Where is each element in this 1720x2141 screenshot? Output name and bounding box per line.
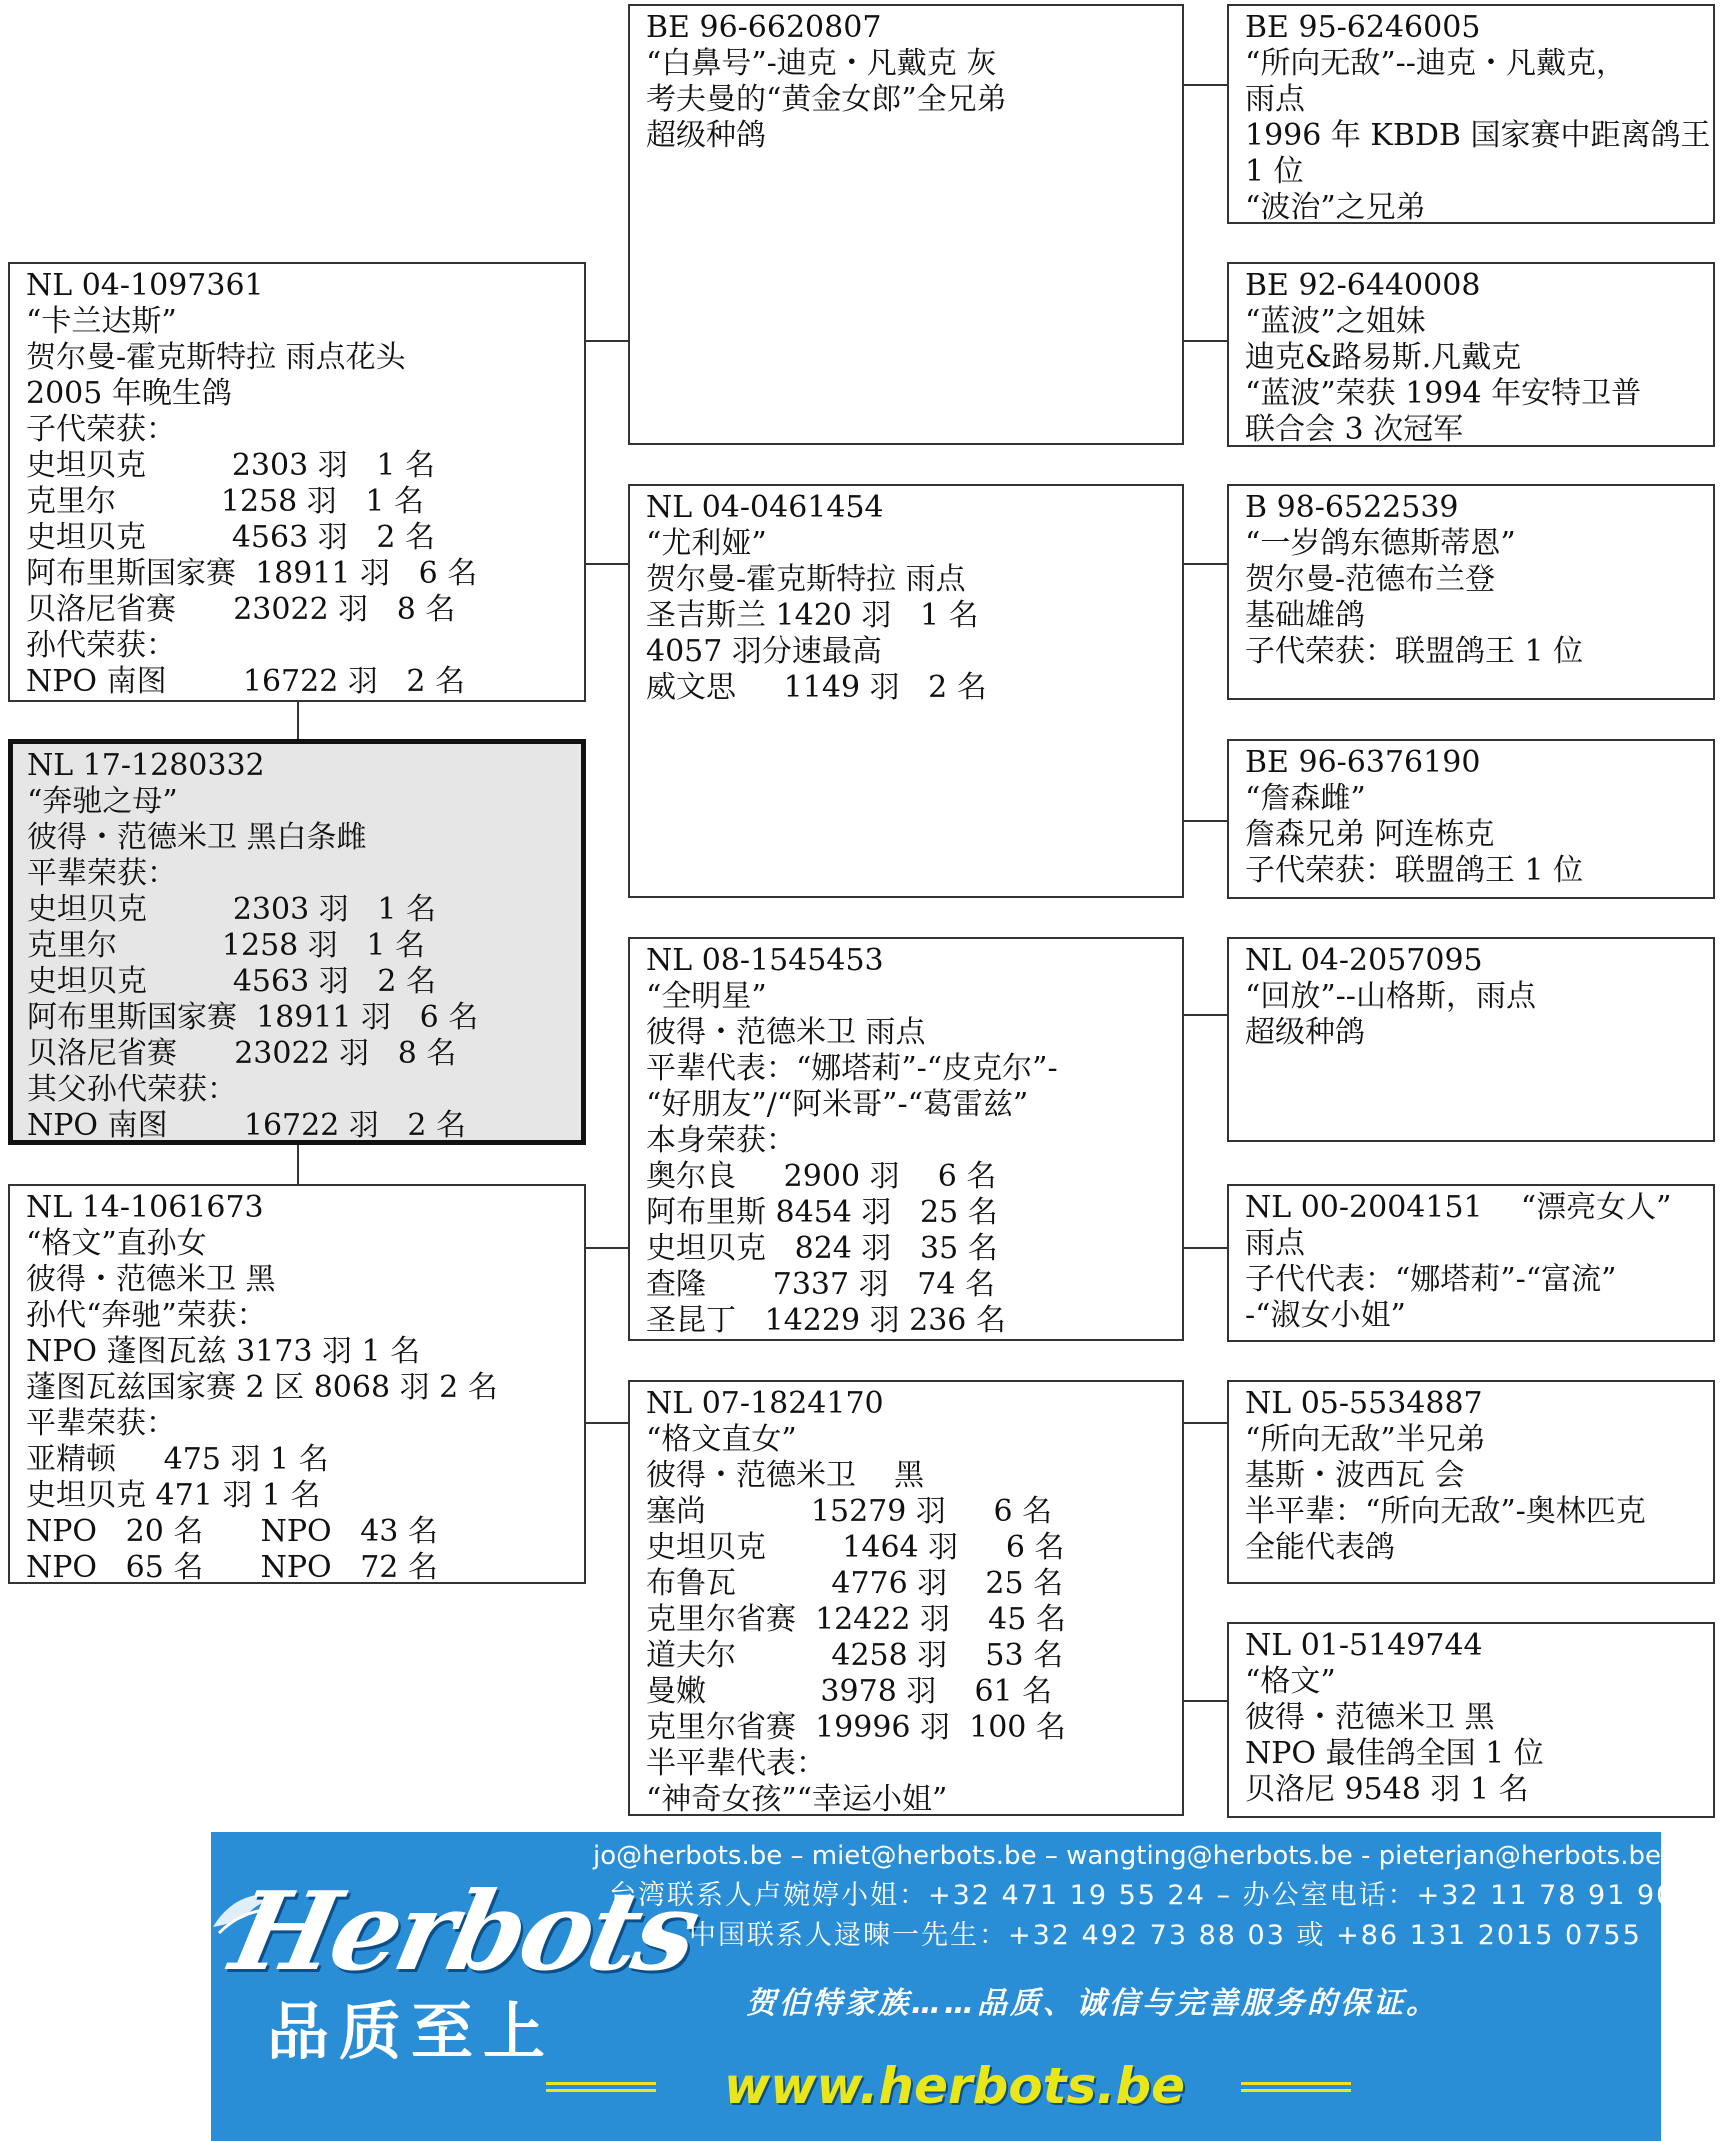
pedigree-line: NPO 65 名 NPO 72 名 [26, 1550, 438, 1584]
pedigree-line: 基斯・波西瓦 会 [1245, 1458, 1465, 1493]
website-link[interactable]: www.herbots.be [724, 2057, 1186, 2115]
pedigree-line: 平辈代表：“娜塔莉”-“皮克尔”- [646, 1051, 1058, 1086]
pedigree-line: 阿布里斯 8454 羽 25 名 [646, 1195, 998, 1230]
pedigree-line: 史坦贝克 2303 羽 1 名 [26, 448, 435, 483]
great-grandparent-card-4 [1227, 739, 1715, 899]
pedigree-line: 威文思 1149 羽 2 名 [646, 670, 987, 705]
pedigree-line: “格文直女” [646, 1422, 797, 1457]
pedigree-line: 史坦贝克 1464 羽 6 名 [646, 1530, 1065, 1565]
subject-card [8, 739, 586, 1145]
pedigree-line: 平辈荣获： [26, 1406, 176, 1441]
ring-number: NL 05-5534887 [1245, 1386, 1483, 1421]
ring-number: BE 96-6620807 [646, 10, 882, 45]
great-grandparent-card-1 [1227, 4, 1715, 224]
ring-number: NL 04-2057095 [1245, 943, 1483, 978]
great-grandparent-card-2 [1227, 262, 1715, 447]
pedigree-line: 子代荣获：联盟鸽王 1 位 [1245, 853, 1584, 888]
pedigree-line: 彼得・范德米卫 黑 [646, 1458, 925, 1493]
pedigree-line: 4057 羽分速最高 [646, 634, 882, 669]
ring-number: BE 92-6440008 [1245, 268, 1481, 303]
maternal-grandsire-card [628, 937, 1184, 1341]
pedigree-line: “奔驰之母” [27, 784, 178, 819]
pedigree-line: NPO 南图 16722 羽 2 名 [27, 1108, 467, 1143]
pedigree-line: 克里尔 1258 羽 1 名 [26, 484, 425, 519]
great-grandparent-card-6 [1227, 1184, 1715, 1342]
pedigree-line: 雨点 [1245, 1226, 1305, 1261]
pedigree-line: 奥尔良 2900 羽 6 名 [646, 1159, 997, 1194]
connector [585, 1422, 629, 1424]
connector [1183, 1247, 1227, 1249]
pedigree-line: 其父孙代荣获： [27, 1072, 237, 1107]
pedigree-line: 阿布里斯国家赛 18911 羽 6 名 [26, 556, 478, 591]
connector [1183, 84, 1227, 86]
dam-card [8, 1184, 586, 1584]
pedigree-line: “詹森雌” [1245, 781, 1366, 816]
connector [1183, 1422, 1227, 1424]
pedigree-line: 联合会 3 次冠军 [1245, 412, 1464, 447]
pedigree-line: 考夫曼的“黄金女郎”全兄弟 [646, 82, 1007, 117]
connector [297, 1144, 299, 1186]
great-grandparent-card-8 [1227, 1622, 1715, 1818]
pedigree-line: 圣吉斯兰 1420 羽 1 名 [646, 598, 979, 633]
connector [585, 340, 629, 342]
pedigree-line: 1 位 [1245, 154, 1304, 189]
connector [1183, 340, 1227, 342]
ring-number: NL 07-1824170 [646, 1386, 884, 1421]
pedigree-line: 1996 年 KBDB 国家赛中距离鸽王 [1245, 118, 1711, 153]
pedigree-line: 基础雄鸽 [1245, 598, 1365, 633]
pedigree-line: NPO 最佳鸽全国 1 位 [1245, 1736, 1544, 1771]
footer-banner [211, 1832, 1676, 2141]
pedigree-line: “尤利娅” [646, 526, 767, 561]
taiwan-contact: 台湾联系人卢婉婷小姐：+32 471 19 55 24 – 办公室电话：+32 11 78 91 90 [609, 1880, 1676, 1911]
pedigree-line: 布鲁瓦 4776 羽 25 名 [646, 1566, 1064, 1601]
pedigree-line: 蓬图瓦兹国家赛 2 区 8068 羽 2 名 [26, 1370, 498, 1405]
pedigree-line: NPO 南图 16722 羽 2 名 [26, 664, 466, 699]
great-grandparent-card-7 [1227, 1380, 1715, 1584]
decorative-divider-left [546, 2082, 656, 2092]
decorative-divider-right [1241, 2082, 1351, 2092]
pedigree-line: NPO 20 名 NPO 43 名 [26, 1514, 438, 1549]
pedigree-line: 史坦贝克 824 羽 35 名 [646, 1231, 998, 1266]
pedigree-line: 贝洛尼 9548 羽 1 名 [1245, 1772, 1529, 1807]
connector [297, 700, 299, 740]
ring-number: BE 95-6246005 [1245, 10, 1481, 45]
pedigree-line: 子代荣获： [26, 412, 176, 447]
pedigree-line: 半平辈代表： [646, 1746, 826, 1781]
pedigree-line: 彼得・范德米卫 雨点 [646, 1015, 926, 1050]
contact-emails[interactable]: jo@herbots.be – miet@herbots.be – wangting@herbots.be - pieterjan@herbots.be [593, 1841, 1661, 1871]
brand-logo: Herbots [221, 1869, 707, 1995]
pedigree-line: “所向无敌”--迪克・凡戴克， [1245, 46, 1626, 81]
pedigree-line: 超级种鸽 [1245, 1015, 1365, 1050]
ring-number: NL 00-2004151 “漂亮女人” [1245, 1190, 1672, 1225]
connector [585, 1247, 629, 1249]
pedigree-line: 查隆 7337 羽 74 名 [646, 1267, 995, 1302]
brand-tagline: 品质至上 [267, 1995, 556, 2068]
pedigree-line: 阿布里斯国家赛 18911 羽 6 名 [27, 1000, 479, 1035]
pedigree-line: 塞尚 15279 羽 6 名 [646, 1494, 1053, 1529]
pedigree-line: 半平辈：“所向无敌”-奥林匹克 [1245, 1494, 1646, 1529]
pedigree-line: “白鼻号”-迪克・凡戴克 灰 [646, 46, 997, 81]
pedigree-line: 孙代荣获： [26, 628, 176, 663]
china-contact: 中国联系人逯暕一先生：+32 492 73 88 03 或 +86 131 2015 0755 [689, 1920, 1642, 1951]
pedigree-line: 史坦贝克 4563 羽 2 名 [26, 520, 435, 555]
connector [1183, 1700, 1227, 1702]
pedigree-line: “一岁鸽东德斯蒂恩” [1245, 526, 1516, 561]
pedigree-line: 詹森兄弟 阿连栋克 [1245, 817, 1495, 852]
ring-number: NL 04-0461454 [646, 490, 884, 525]
pedigree-line: 史坦贝克 2303 羽 1 名 [27, 892, 436, 927]
pedigree-line: 克里尔省赛 19996 羽 100 名 [646, 1710, 1066, 1745]
ring-number: NL 14-1061673 [26, 1190, 264, 1225]
pedigree-line: 迪克&路易斯.凡戴克 [1245, 340, 1522, 375]
pedigree-line: “卡兰达斯” [26, 304, 177, 339]
connector [1183, 563, 1227, 565]
pedigree-line: 超级种鸽 [646, 118, 766, 153]
pedigree-line: 子代荣获：联盟鸽王 1 位 [1245, 634, 1584, 669]
pedigree-line: 雨点 [1245, 82, 1305, 117]
pedigree-line: 克里尔省赛 12422 羽 45 名 [646, 1602, 1066, 1637]
company-slogan: 贺伯特家族……品质、诚信与完善服务的保证。 [746, 1986, 1439, 2021]
pedigree-line: 道夫尔 4258 羽 53 名 [646, 1638, 1064, 1673]
pedigree-line: “神奇女孩”“幸运小姐” [646, 1782, 948, 1816]
pedigree-line: “全明星” [646, 979, 767, 1014]
pedigree-line: “波治”之兄弟 [1245, 190, 1426, 224]
ring-number: NL 17-1280332 [27, 748, 265, 783]
pedigree-line: 贝洛尼省赛 23022 羽 8 名 [27, 1036, 457, 1071]
pedigree-line: 圣昆丁 14229 羽 236 名 [646, 1303, 1006, 1338]
pedigree-line: 全能代表鸽 [1245, 1530, 1395, 1565]
paternal-grandsire-card [628, 4, 1184, 445]
pedigree-line: 彼得・范德米卫 黑 [26, 1262, 276, 1297]
pedigree-line: 彼得・范德米卫 黑 [1245, 1700, 1495, 1735]
pedigree-line: 贺尔曼-范德布兰登 [1245, 562, 1496, 597]
great-grandparent-card-3 [1227, 484, 1715, 700]
great-grandparent-card-5 [1227, 937, 1715, 1142]
pedigree-line: “好朋友”/“阿米哥”-“葛雷兹” [646, 1087, 1029, 1122]
pedigree-line: 曼嫩 3978 羽 61 名 [646, 1674, 1053, 1709]
ring-number: B 98-6522539 [1245, 490, 1459, 525]
ring-number: BE 96-6376190 [1245, 745, 1481, 780]
ring-number: NL 01-5149744 [1245, 1628, 1483, 1663]
pedigree-line: 克里尔 1258 羽 1 名 [27, 928, 426, 963]
pedigree-line: “格文”直孙女 [26, 1226, 207, 1261]
connector [1183, 1014, 1227, 1016]
pedigree-line: “格文” [1245, 1664, 1336, 1699]
pedigree-line: “蓝波”荣获 1994 年安特卫普 [1245, 376, 1642, 411]
maternal-granddam-card [628, 1380, 1184, 1816]
pedigree-line: -“淑女小姐” [1245, 1298, 1406, 1333]
pedigree-line: 孙代“奔驰”荣获： [26, 1298, 267, 1333]
pedigree-line: 平辈荣获： [27, 856, 177, 891]
pedigree-line: 贺尔曼-霍克斯特拉 雨点 [646, 562, 966, 597]
paternal-granddam-card [628, 484, 1184, 898]
pedigree-line: 彼得・范德米卫 黑白条雌 [27, 820, 367, 855]
connector [585, 563, 629, 565]
pedigree-line: 史坦贝克 471 羽 1 名 [26, 1478, 321, 1513]
pedigree-line: 子代代表：“娜塔莉”-“富流” [1245, 1262, 1617, 1297]
ring-number: NL 04-1097361 [26, 268, 264, 303]
connector [1183, 820, 1227, 822]
pedigree-line: 贝洛尼省赛 23022 羽 8 名 [26, 592, 456, 627]
pedigree-line: “回放”--山格斯，雨点 [1245, 979, 1536, 1014]
pedigree-line: “所向无敌”半兄弟 [1245, 1422, 1486, 1457]
pedigree-line: 史坦贝克 4563 羽 2 名 [27, 964, 436, 999]
pedigree-line: 亚精顿 475 羽 1 名 [26, 1442, 329, 1477]
pedigree-line: 本身荣获： [646, 1123, 796, 1158]
pedigree-line: 2005 年晚生鸽 [26, 376, 232, 411]
ring-number: NL 08-1545453 [646, 943, 884, 978]
pedigree-line: 贺尔曼-霍克斯特拉 雨点花头 [26, 340, 406, 375]
pedigree-line: “蓝波”之姐妹 [1245, 304, 1426, 339]
pedigree-line: NPO 蓬图瓦兹 3173 羽 1 名 [26, 1334, 421, 1369]
sire-card [8, 262, 586, 702]
